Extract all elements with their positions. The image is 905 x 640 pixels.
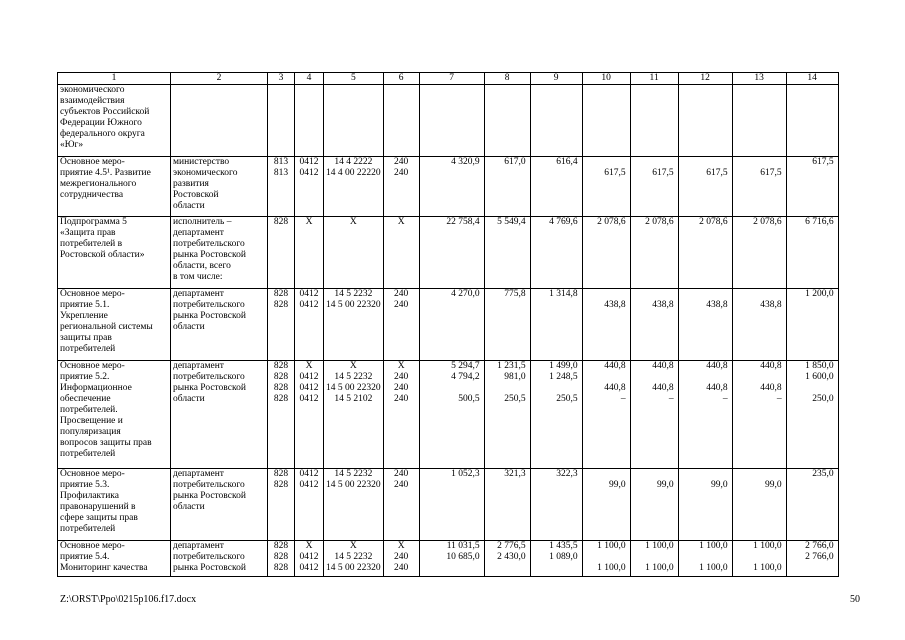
cell-text: Х [305, 217, 313, 227]
activity-name-cell [58, 361, 171, 469]
value-cell [678, 361, 732, 469]
cell-text: 0412 0412 [299, 469, 319, 490]
value-cell [732, 289, 786, 361]
value-cell [324, 217, 384, 289]
column-header: 13 [732, 73, 786, 85]
column-header: 6 [383, 73, 419, 85]
value-cell [484, 217, 530, 289]
column-header: 5 [324, 73, 384, 85]
value-cell [786, 217, 838, 289]
cell-text: 1 200,0 [805, 289, 834, 299]
column-header: 1 [58, 73, 171, 85]
value-cell [268, 361, 295, 469]
cell-text: Основное меро- приятие 4.5¹. Развитие межрегионального сотрудничества [60, 157, 151, 200]
cell-text: департамент потребительского рынка Ростовской области [173, 289, 246, 332]
cell-text: 14 5 2232 14 5 00 22320 [326, 469, 381, 490]
value-cell [732, 469, 786, 541]
value-cell [295, 469, 324, 541]
cell-text: 0412 0412 [299, 289, 319, 310]
value-cell [268, 85, 295, 157]
value-cell [295, 157, 324, 217]
cell-text: 440,8 440,8 – [760, 361, 782, 404]
value-cell [678, 157, 732, 217]
value-cell [268, 469, 295, 541]
value-cell [786, 85, 838, 157]
cell-text: 99,0 [657, 480, 674, 490]
value-cell [732, 157, 786, 217]
table-row [58, 469, 839, 541]
value-cell [678, 85, 732, 157]
column-header: 8 [484, 73, 530, 85]
activity-name-cell [58, 541, 171, 577]
value-cell [295, 217, 324, 289]
cell-text: 14 4 2222 14 4 00 22220 [326, 157, 381, 178]
cell-text: 4 769,6 [549, 217, 578, 227]
cell-text: экономического взаимодействия субъектов Российской Федерации Южного федерального округа «Юг» [60, 85, 150, 150]
cell-text: 4 270,0 [451, 289, 480, 299]
value-cell [295, 361, 324, 469]
header-row [58, 73, 839, 85]
column-header: 3 [268, 73, 295, 85]
value-cell [630, 469, 678, 541]
value-cell [678, 289, 732, 361]
value-cell [383, 157, 419, 217]
value-cell [484, 85, 530, 157]
value-cell [630, 157, 678, 217]
cell-text: 828 828 [273, 289, 289, 310]
value-cell [786, 157, 838, 217]
table-row [58, 361, 839, 469]
executor-cell [171, 361, 268, 469]
column-header: 7 [419, 73, 484, 85]
value-cell [530, 85, 582, 157]
cell-text: Х [397, 217, 405, 227]
cell-text: 321,3 [504, 469, 526, 479]
cell-text: 616,4 [556, 157, 578, 167]
cell-text: 440,8 440,8 – [706, 361, 728, 404]
value-cell [582, 541, 630, 577]
value-cell [678, 469, 732, 541]
value-cell [582, 217, 630, 289]
value-cell [324, 85, 384, 157]
activity-name-cell [58, 157, 171, 217]
value-cell [582, 289, 630, 361]
value-cell [630, 217, 678, 289]
cell-text: 828 828 [273, 469, 289, 490]
value-cell [324, 157, 384, 217]
cell-text: Основное меро- приятие 5.4. Мониторинг качества [60, 541, 148, 573]
page-number: 50 [850, 594, 860, 605]
cell-text: 6 716,6 [805, 217, 834, 227]
cell-text: 2 776,5 2 430,0 [497, 541, 526, 562]
value-cell [732, 85, 786, 157]
activity-name-cell [58, 217, 171, 289]
cell-text: исполнитель – департамент потребительского рынка Ростовской области, всего в том числе: [173, 217, 246, 282]
cell-text: 11 031,5 10 685,0 [446, 541, 480, 562]
cell-text: 99,0 [765, 480, 782, 490]
cell-text: Основное меро- приятие 5.1. Укрепление региональной системы защиты прав потребителей [60, 289, 153, 354]
cell-text: департамент потребительского рынка Ростовской области [173, 361, 246, 404]
cell-text: департамент потребительского рынка Ростовской области [173, 469, 246, 512]
value-cell [268, 541, 295, 577]
value-cell [484, 469, 530, 541]
cell-text: 775,8 [504, 289, 526, 299]
executor-cell [171, 289, 268, 361]
cell-text: 2 078,6 [597, 217, 626, 227]
value-cell [786, 361, 838, 469]
column-header: 12 [678, 73, 732, 85]
cell-text: 14 5 2232 14 5 00 22320 [326, 289, 381, 310]
value-cell [484, 157, 530, 217]
column-header: 9 [530, 73, 582, 85]
cell-text: Х 240 240 [394, 541, 409, 573]
executor-cell [171, 469, 268, 541]
table-row [58, 289, 839, 361]
value-cell [678, 541, 732, 577]
cell-text: 1 499,0 1 248,5 250,5 [549, 361, 578, 404]
table-row [58, 541, 839, 577]
value-cell [324, 361, 384, 469]
cell-text: 617,5 [604, 168, 626, 178]
cell-text: департамент потребительского рынка Ростовской [173, 541, 246, 573]
value-cell [630, 361, 678, 469]
value-cell [530, 157, 582, 217]
cell-text: 99,0 [711, 480, 728, 490]
executor-cell [171, 541, 268, 577]
value-cell [484, 361, 530, 469]
executor-cell [171, 157, 268, 217]
column-header: 4 [295, 73, 324, 85]
value-cell [419, 541, 484, 577]
cell-text: 240 240 [394, 157, 409, 178]
value-cell [786, 289, 838, 361]
value-cell [324, 469, 384, 541]
value-cell [582, 157, 630, 217]
value-cell [268, 157, 295, 217]
cell-text: 828 [273, 217, 289, 227]
column-header: 11 [630, 73, 678, 85]
value-cell [383, 361, 419, 469]
cell-text: 5 549,4 [497, 217, 526, 227]
value-cell [419, 217, 484, 289]
cell-text: 2 078,6 [645, 217, 674, 227]
cell-text: 5 294,7 4 794,2 500,5 [451, 361, 480, 404]
value-cell [295, 85, 324, 157]
value-cell [678, 217, 732, 289]
cell-text: 1 100,0 1 100,0 [597, 541, 626, 573]
cell-text: 2 078,6 [753, 217, 782, 227]
value-cell [419, 361, 484, 469]
cell-text: 240 240 [394, 469, 409, 490]
value-cell [383, 217, 419, 289]
value-cell [484, 289, 530, 361]
cell-text: 4 320,9 [451, 157, 480, 167]
cell-text: 1 100,0 1 100,0 [699, 541, 728, 573]
value-cell [786, 469, 838, 541]
activity-name-cell [58, 469, 171, 541]
activity-name-cell [58, 289, 171, 361]
cell-text: 813 813 [273, 157, 289, 178]
value-cell [530, 217, 582, 289]
cell-text: 617,0 [504, 157, 526, 167]
cell-text: 438,8 [604, 300, 626, 310]
cell-text: 1 052,3 [451, 469, 480, 479]
value-cell [324, 289, 384, 361]
cell-text: 438,8 [706, 300, 728, 310]
executor-cell [171, 85, 268, 157]
value-cell [383, 85, 419, 157]
column-header: 14 [786, 73, 838, 85]
cell-text: Основное меро- приятие 5.2. Информационное обеспечение потребителей. Просвещение и популяризация вопросов защиты прав потребителей [60, 361, 152, 459]
value-cell [419, 85, 484, 157]
cell-text: 828 828 828 828 [273, 361, 289, 404]
cell-text: 1 231,5 981,0 250,5 [497, 361, 526, 404]
cell-text: 617,5 [652, 168, 674, 178]
column-header: 2 [171, 73, 268, 85]
cell-text: 438,8 [760, 300, 782, 310]
value-cell [295, 289, 324, 361]
table-row [58, 157, 839, 217]
cell-text: 1 314,8 [549, 289, 578, 299]
cell-text: 617,5 [760, 168, 782, 178]
cell-text: 235,0 [812, 469, 834, 479]
value-cell [630, 85, 678, 157]
value-cell [530, 469, 582, 541]
cell-text: 322,3 [556, 469, 578, 479]
value-cell [582, 469, 630, 541]
value-cell [732, 361, 786, 469]
value-cell [630, 541, 678, 577]
value-cell [324, 541, 384, 577]
cell-text: Х [349, 217, 357, 227]
value-cell [732, 217, 786, 289]
cell-text: 828 828 828 [273, 541, 289, 573]
value-cell [530, 541, 582, 577]
cell-text: Х 240 240 240 [394, 361, 409, 404]
cell-text: 617,5 [812, 157, 834, 167]
executor-cell [171, 217, 268, 289]
cell-text: Основное меро- приятие 5.3. Профилактика правонарушений в сфере защиты прав потребителей [60, 469, 138, 534]
value-cell [383, 469, 419, 541]
cell-text: Х 14 5 2232 14 5 00 22320 [326, 541, 381, 573]
cell-text: 22 758,4 [446, 217, 480, 227]
cell-text: 240 240 [394, 289, 409, 310]
value-cell [484, 541, 530, 577]
cell-text: 99,0 [609, 480, 626, 490]
cell-text: 440,8 440,8 – [604, 361, 626, 404]
cell-text: Подпрограмма 5 «Защита прав потребителей в Ростовской области» [60, 217, 145, 260]
value-cell [419, 289, 484, 361]
value-cell [383, 541, 419, 577]
value-cell [630, 289, 678, 361]
cell-text: 617,5 [706, 168, 728, 178]
cell-text: Х 0412 0412 0412 [299, 361, 319, 404]
value-cell [530, 361, 582, 469]
column-header: 10 [582, 73, 630, 85]
value-cell [786, 541, 838, 577]
cell-text: 1 100,0 1 100,0 [645, 541, 674, 573]
cell-text: 1 850,0 1 600,0 250,0 [805, 361, 834, 404]
value-cell [419, 157, 484, 217]
cell-text: Х 0412 0412 [299, 541, 319, 573]
table-row [58, 85, 839, 157]
program-table [57, 72, 839, 577]
cell-text: 2 766,0 2 766,0 [805, 541, 834, 562]
value-cell [268, 217, 295, 289]
table-row [58, 217, 839, 289]
cell-text: Х 14 5 2232 14 5 00 22320 14 5 2102 [326, 361, 381, 404]
value-cell [582, 85, 630, 157]
cell-text: 440,8 440,8 – [652, 361, 674, 404]
cell-text: 0412 0412 [299, 157, 319, 178]
activity-name-cell [58, 85, 171, 157]
value-cell [268, 289, 295, 361]
cell-text: министерство экономического развития Ростовской области [173, 157, 238, 211]
value-cell [295, 541, 324, 577]
value-cell [732, 541, 786, 577]
value-cell [582, 361, 630, 469]
cell-text: 2 078,6 [699, 217, 728, 227]
value-cell [419, 469, 484, 541]
value-cell [530, 289, 582, 361]
value-cell [383, 289, 419, 361]
table-body [58, 73, 839, 577]
cell-text: 438,8 [652, 300, 674, 310]
cell-text: 1 100,0 1 100,0 [753, 541, 782, 573]
file-path: Z:\ORST\Ppo\0215p106.f17.docx [60, 594, 197, 605]
cell-text: 1 435,5 1 089,0 [549, 541, 578, 562]
